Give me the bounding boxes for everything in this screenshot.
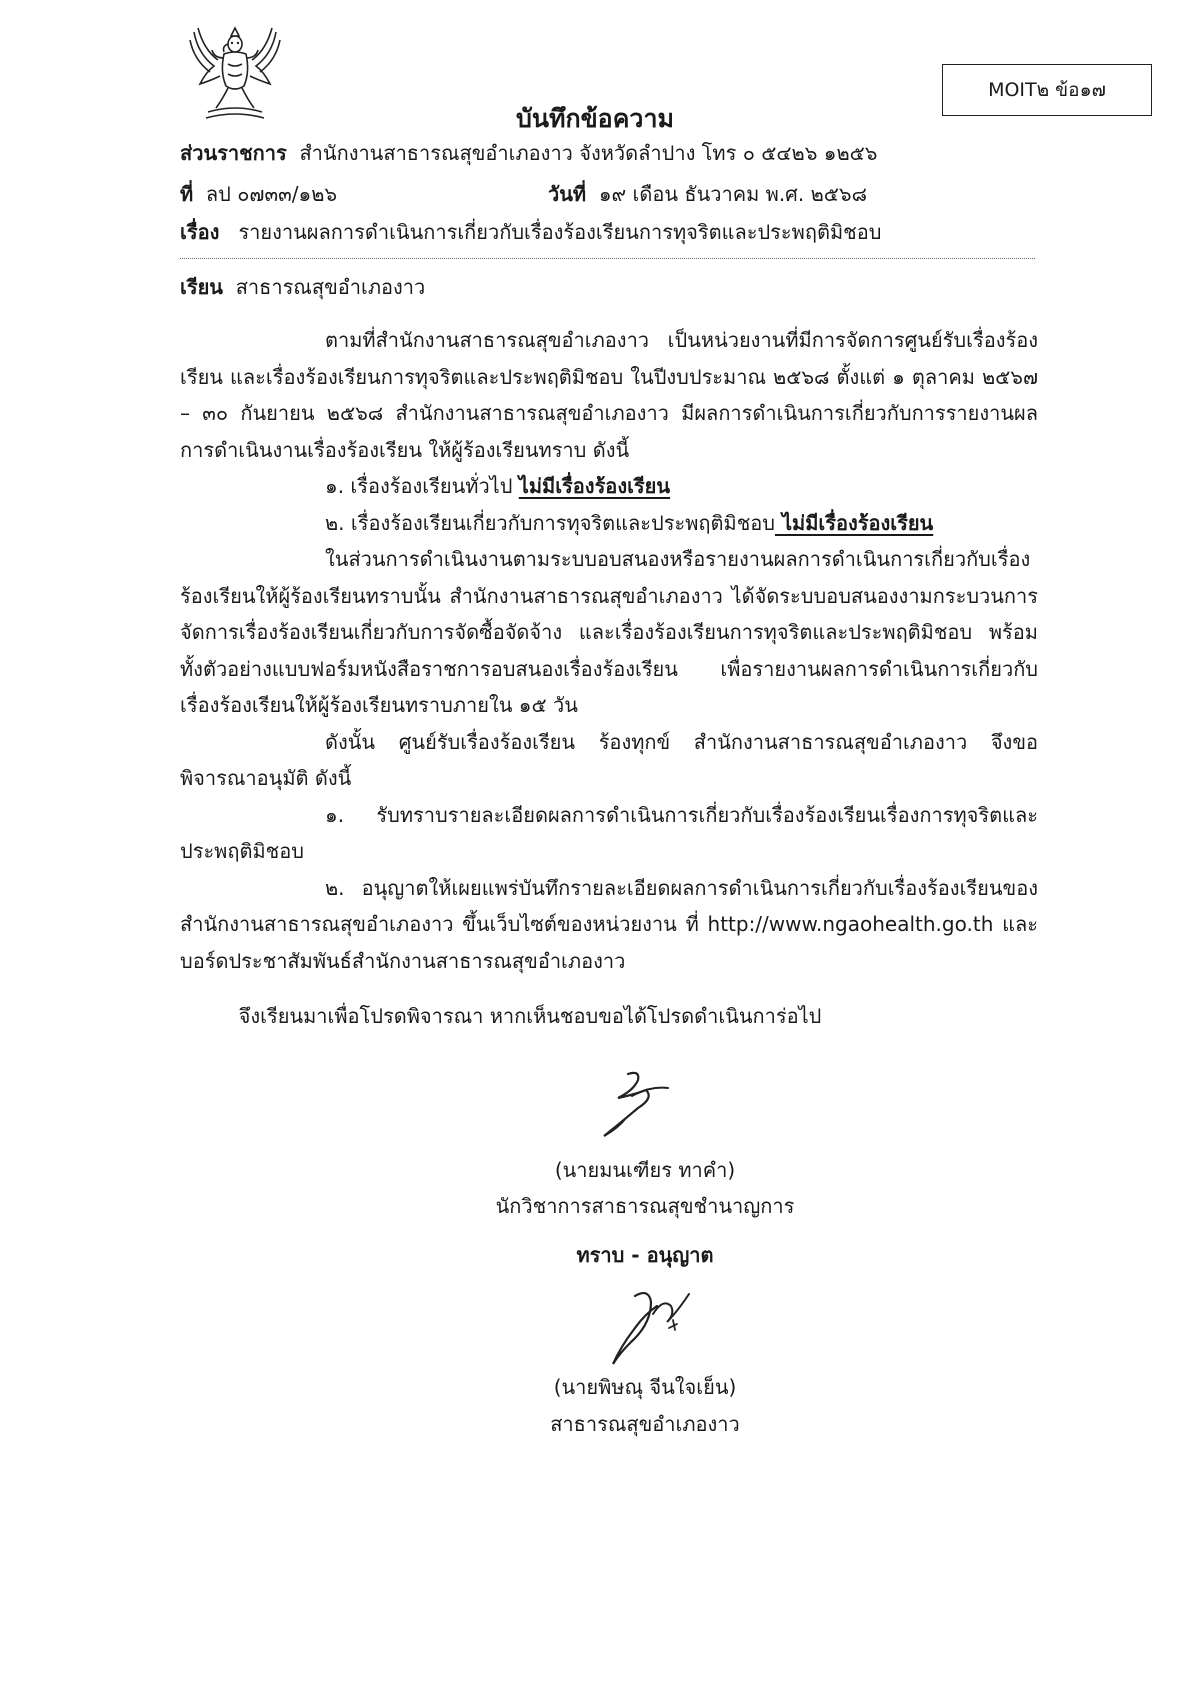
- reference-line: [180, 180, 337, 208]
- list-item-general-text: ๑. เรื่องร้องเรียนทั่วไป: [325, 474, 519, 498]
- memo-title: บันทึกข้อความ: [516, 104, 674, 133]
- reference-label: ที่: [180, 182, 194, 206]
- reference-code-box: MOIT๒ ข้อ๑๗: [942, 64, 1152, 116]
- agency-value: สำนักงานสาธารณสุขอำเภองาว จังหวัดลำปาง โทร ๐ ๕๔๒๖ ๑๒๕๖: [299, 141, 878, 165]
- signature-2-image: [605, 1284, 695, 1366]
- approval-note: ทราบ - อนุญาต: [576, 1243, 714, 1267]
- signer-2-name: (นายพิษณุ จีนใจเย็น): [553, 1375, 737, 1399]
- date-label: วันที่: [548, 182, 587, 206]
- list-item-general-result: ไม่มีเรื่องร้องเรียน: [518, 474, 671, 498]
- reference-value: ลป ๐๗๓๓/๑๒๖: [205, 182, 338, 206]
- header-divider: [180, 258, 1035, 259]
- body-section-1: [180, 322, 1038, 979]
- paragraph-report: ตามที่สำนักงานสาธารณสุขอำเภองาว เป็นหน่วยงานที่มีการจัดการศูนย์รับเรื่องร้องเรียน และเรื่องร้องเรียนการทุจริตและประพฤติมิชอบ ในปีงบประมาณ ๒๕๖๘ ตั้งแต่ ๑ ตุลาคม ๒๕๖๗ – ๓๐ กันยายน ๒๕๖๘ สำนักงานสาธารณสุขอำเภองาว มีผลการดำเนินการเกี่ยวกับการรายงานผลการดำเนินงานเรื่องร้องเรียน ให้ผู้ร้องเรียนทราบ ดังนี้: [180, 328, 1038, 462]
- subject-value: รายงานผลการดำเนินการเกี่ยวกับเรื่องร้องเรียนการทุจริตและประพฤติมิชอบ: [238, 220, 882, 244]
- salutation-label: เรียน: [180, 275, 223, 299]
- signature-1-image: [596, 1068, 676, 1140]
- date-line: [548, 180, 867, 208]
- subject-label: เรื่อง: [180, 220, 220, 244]
- approval-item-1: ๑. รับทราบรายละเอียดผลการดำเนินการเกี่ยวกับเรื่องร้องเรียนเรื่องการทุจริตและประพฤติมิชอบ: [180, 802, 1038, 863]
- closing-line: จึงเรียนมาเพื่อโปรดพิจารณา หากเห็นชอบขอได้โปรดดำเนินการ่อไป: [238, 1004, 822, 1028]
- agency-label: ส่วนราชการ: [180, 141, 287, 165]
- list-item-general: [180, 468, 1038, 505]
- date-value: ๑๙ เดือน ธันวาคม พ.ศ. ๒๕๖๘: [598, 182, 868, 206]
- agency-line: [180, 139, 878, 167]
- approval-item-2: ๒. อนุญาตให้เผยแพร่บันทึกรายละเอียดผลการดำเนินการเกี่ยวกับเรื่องร้องเรียนของสำนักงานสาธารณสุขอำเภองาว ขึ้นเว็บไซต์ของหน่วยงาน ที่ http://www.ngaohealth.go.th และบอร์ดประชาสัมพันธ์สำนักงานสาธารณสุขอำเภองาว: [180, 875, 1038, 973]
- signer-1-name: (นายมนเฑียร ทาคำ): [554, 1158, 736, 1182]
- signer-2-position: สาธารณสุขอำเภองาว: [550, 1412, 740, 1436]
- list-item-corruption: [180, 505, 1038, 542]
- list-item-corruption-result: ไม่มีเรื่องร้องเรียน: [774, 510, 934, 535]
- paragraph-request-approval: ดังนั้น ศูนย์รับเรื่องร้องเรียน ร้องทุกข์ สำนักงานสาธารณสุขอำเภองาว จึงขอพิจารณาอนุมัติ ดังนี้: [180, 729, 1038, 790]
- paragraph-response-system: ในส่วนการดำเนินงานตามระบบอบสนองหรือรายงานผลการดำเนินการเกี่ยวกับเรื่องร้องเรียนให้ผู้ร้องเรียนทราบนั้น สำนักงานสาธารณสุขอำเภองาว ได้จัดระบบอบสนองงามกระบวนการจัดการเรื่องร้องเรียนเกี่ยวกับการจัดซื้อจัดจ้าง และเรื่องร้องเรียนการทุจริตและประพฤติมิชอบ พร้อมทั้งตัวอย่างแบบฟอร์มหนังสือราชการอบสนองเรื่องร้องเรียน เพื่อรายงานผลการดำเนินการเกี่ยวกับเรื่องร้องเรียนให้ผู้ร้องเรียนทราบภายใน ๑๕ วัน: [180, 547, 1038, 717]
- salutation-value: สาธารณสุขอำเภองาว: [235, 275, 426, 299]
- list-item-corruption-text: ๒. เรื่องร้องเรียนเกี่ยวกับการทุจริตและประพฤติมิชอบ: [325, 510, 775, 535]
- salutation: [180, 273, 425, 301]
- subject-line: [180, 218, 881, 246]
- signer-1-position: นักวิชาการสาธารณสุขชำนาญการ: [495, 1194, 795, 1218]
